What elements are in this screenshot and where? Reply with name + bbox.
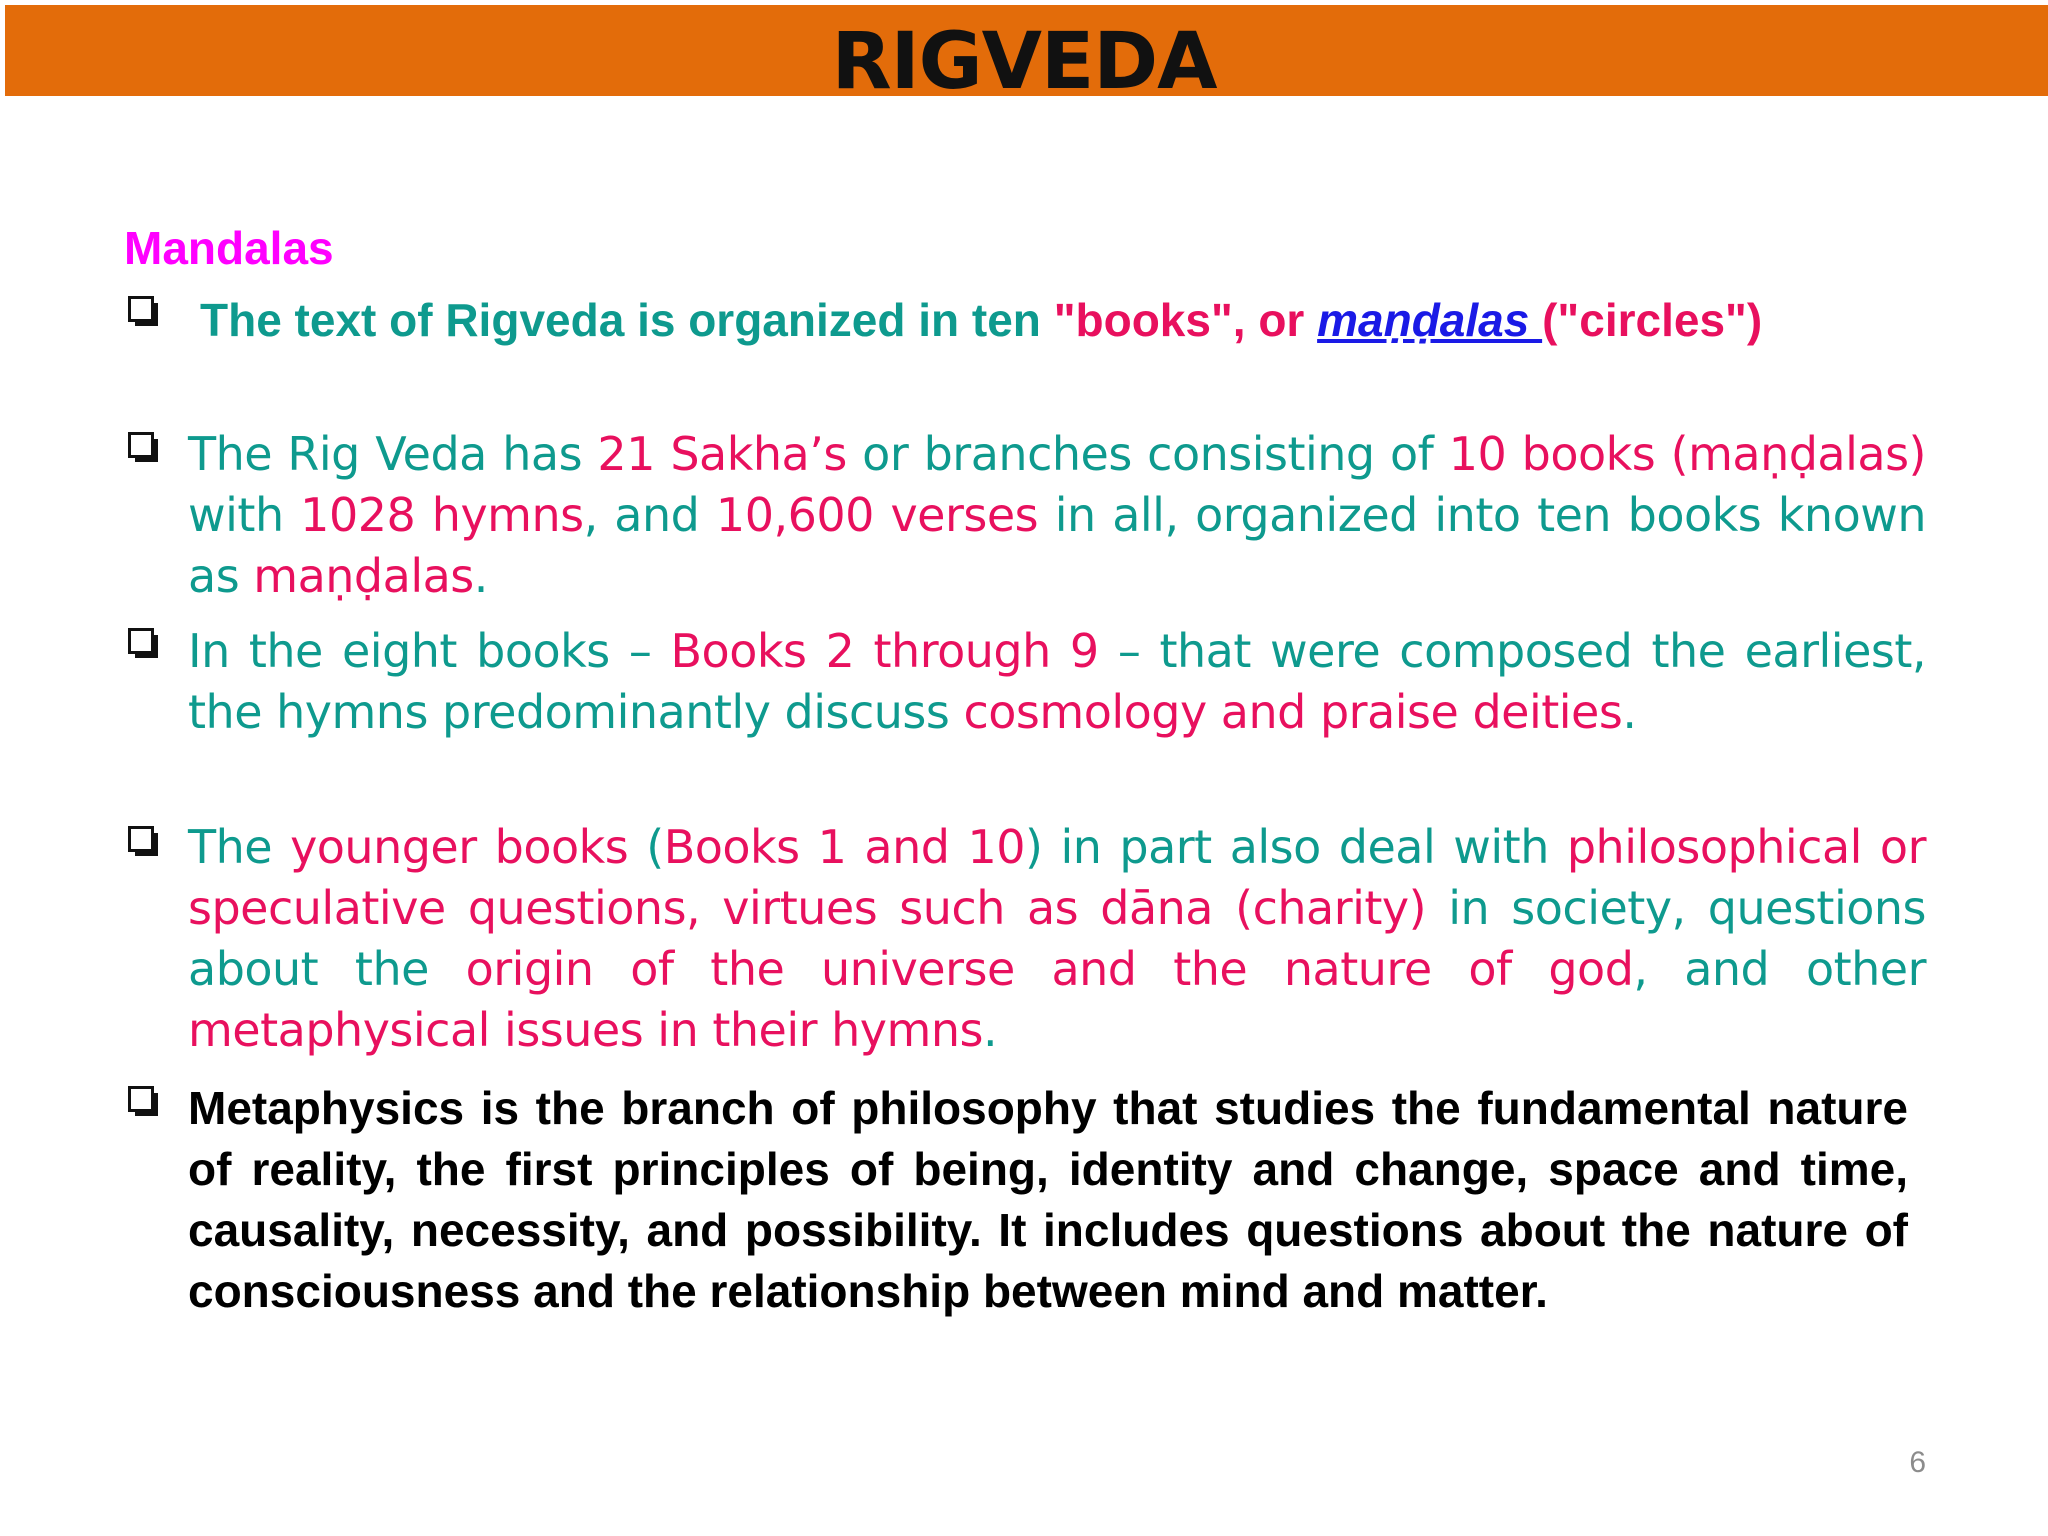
bullet-2-part: The Rig Veda has xyxy=(188,427,598,481)
bullet-2-text xyxy=(188,424,1926,607)
page-number: 6 xyxy=(1909,1446,1926,1479)
bullet-4-text xyxy=(188,817,1926,1061)
bullet-3-part: – that were composed the earliest, the hymns predominantly discuss xyxy=(188,624,1927,739)
bullet-3-text xyxy=(188,621,1926,743)
bullet-3-part: In the eight books – xyxy=(188,624,671,678)
bullet-4-part: philosophical or speculative questions, virtues such as dāna (charity) xyxy=(188,820,1926,935)
bullet-2-part: maṇḍalas xyxy=(253,549,474,603)
bullet-3-part: . xyxy=(1622,685,1637,739)
bullet-3-part: cosmology and praise deities xyxy=(963,685,1623,739)
bullet-2-part: 21 Sakha’s xyxy=(597,427,847,481)
bullet-2-part: with xyxy=(188,488,301,542)
bullet-2-part: , and xyxy=(583,488,716,542)
bullet-2-part: in all, organized into ten books known as xyxy=(188,488,1927,603)
bullet-4-part: metaphysical issues in their hymns xyxy=(188,1003,983,1057)
bullet-2-part: 10,600 verses xyxy=(715,488,1039,542)
bullet-4-part: ) in part also deal with xyxy=(1025,820,1567,874)
bullet-1-part: "books", or xyxy=(1053,294,1318,346)
bullet-4-part: . xyxy=(982,1003,998,1057)
bullet-1-part: The text of Rigveda is organized in ten xyxy=(200,294,1054,346)
bullet-1-part: ("circles") xyxy=(1542,294,1763,346)
bullet-2-part: . xyxy=(473,549,488,603)
bullet-4-part: , and other xyxy=(1633,942,1926,996)
mandalas-link[interactable]: maṇḍalas xyxy=(1317,294,1543,346)
bullet-4-part: Books 1 and 10 xyxy=(663,820,1025,874)
bullet-2-part: 1028 hymns xyxy=(300,488,584,542)
section-heading: Mandalas xyxy=(124,222,334,274)
bullet-icon xyxy=(128,1086,156,1114)
bullet-4-part: origin of the universe and the nature of god xyxy=(465,942,1634,996)
bullet-4-part: younger books xyxy=(290,820,629,874)
bullet-icon xyxy=(128,628,156,656)
bullet-2-part: or branches consisting of xyxy=(846,427,1449,481)
bullet-icon xyxy=(128,826,156,854)
bullet-4-part: in society, questions about the xyxy=(188,881,1926,996)
bullet-icon xyxy=(128,432,156,460)
bullet-4-part: ( xyxy=(628,820,664,874)
bullet-icon xyxy=(128,296,156,324)
bullet-3-part: Books 2 through 9 xyxy=(670,624,1099,678)
bullet-2-part: 10 books (maṇḍalas) xyxy=(1448,427,1926,481)
bullet-4-part: The xyxy=(188,820,291,874)
bullet-5-text: Metaphysics is the branch of philosophy that studies the fundamental nature of reality, the first principles of being, identity and change, space and time, causality, necessity, and possibility. It includes questions about the nature of consciousness and the relationship between mind and matter. xyxy=(188,1082,1908,1317)
bullet-1-text xyxy=(200,290,1926,351)
slide-title: RIGVEDA xyxy=(831,17,1217,107)
